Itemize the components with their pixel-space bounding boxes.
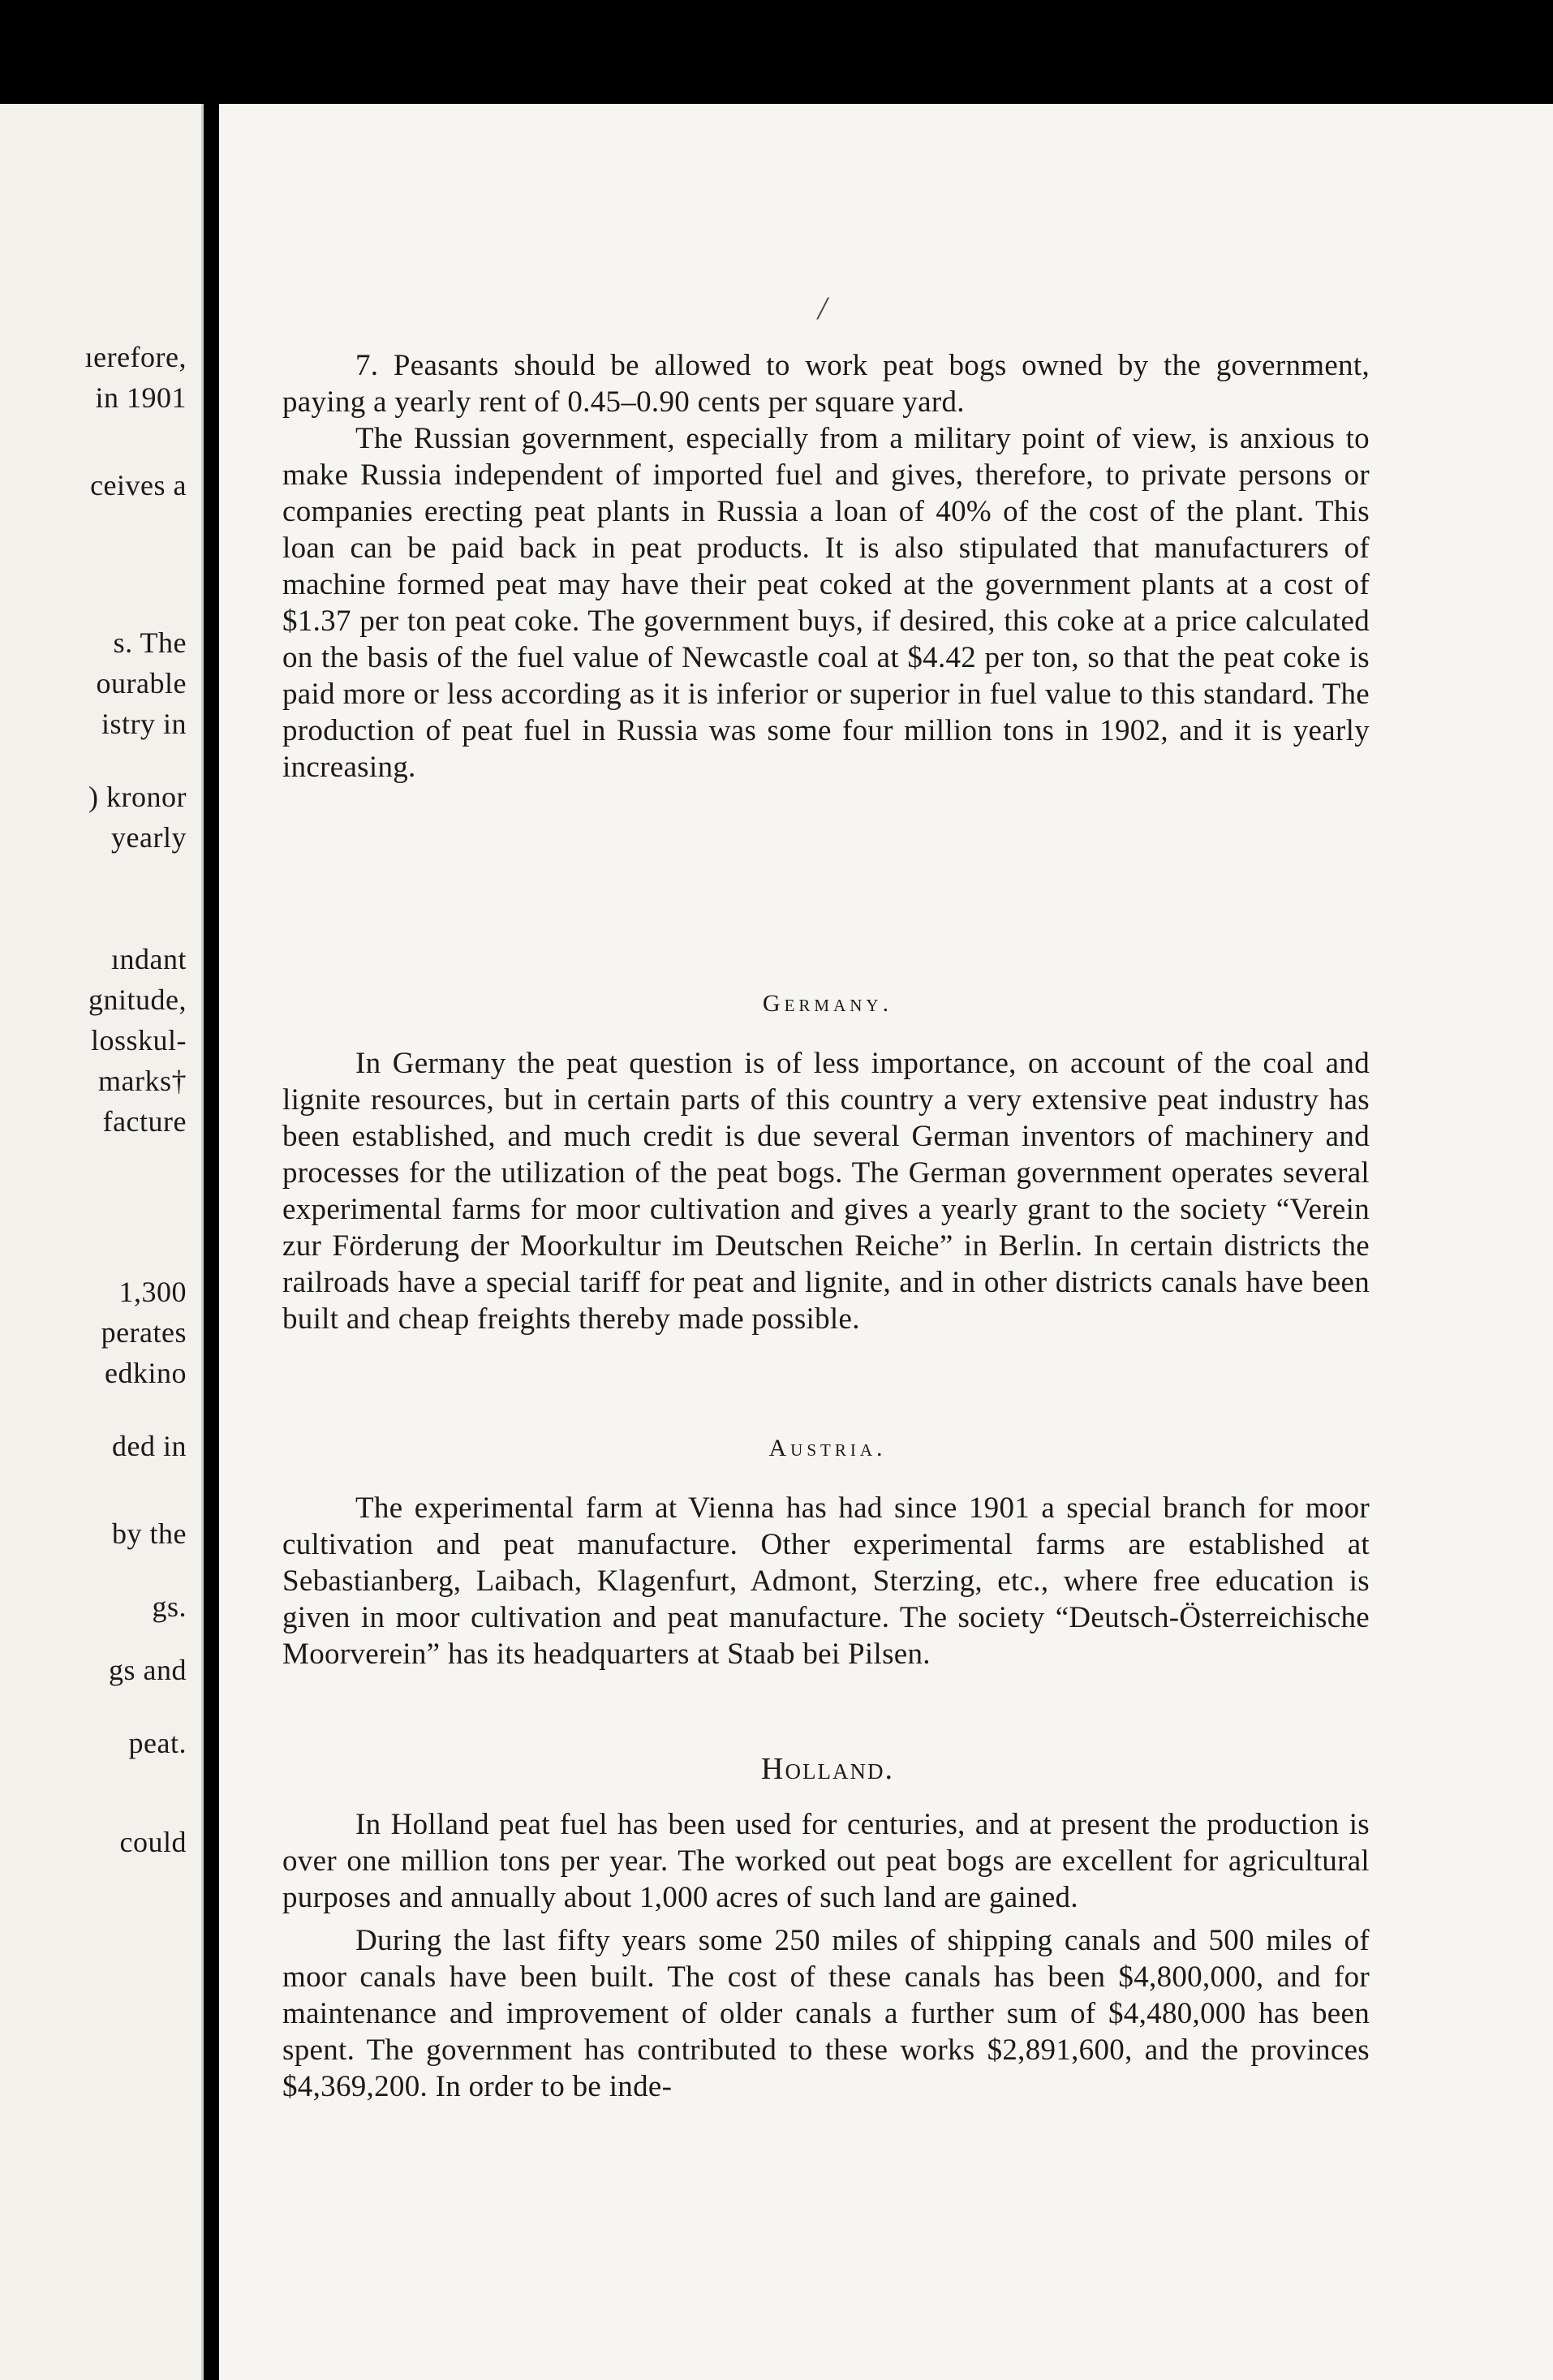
left-page-fragment bbox=[0, 104, 204, 2380]
paragraph-germany: In Germany the peat question is of less importance, on account of the coal and lignite resources, but in certain parts of this country a very extensive peat industry has been established, and much credit is due several German inventors of machinery and processes for the utilization of the peat bogs. The German government operates several experimental farms for moor cultivation and gives a yearly grant to the society “Verein zur Förderung der Moorkultur im Deutschen Reiche” in Berlin. In certain districts the railroads have a special tariff for peat and lignite, and in other districts canals have been built and cheap freights thereby made possible. bbox=[282, 1047, 1370, 1336]
page-mark: / bbox=[818, 290, 828, 326]
left-page-line: ıerefore, bbox=[84, 341, 187, 373]
germany-section bbox=[282, 1045, 1370, 1337]
heading-germany: Germany. bbox=[762, 990, 893, 1017]
paragraph-austria: The experimental farm at Vienna has had since 1901 a special branch for moor cultivation and peat manufacture. Other experimental farms are established at Sebastianberg, Laibach, Klagenfurt, Admont, Sterzing, etc., where free education is given in moor cultivation and peat manufacture. The society “Deutsch-Österreichische Moorverein” has its headquarters at Staab bei Pilsen. bbox=[282, 1491, 1370, 1671]
left-page-line: gs. bbox=[152, 1590, 187, 1623]
left-page-line: ourable bbox=[96, 667, 187, 699]
left-page-line: istry in bbox=[101, 708, 187, 740]
left-page-line: peat. bbox=[128, 1727, 187, 1759]
left-page-line: ındant bbox=[111, 943, 187, 975]
left-page-line: losskul- bbox=[90, 1024, 187, 1057]
russia-section bbox=[282, 347, 1370, 785]
left-page-line: could bbox=[119, 1826, 187, 1858]
left-page-line: edkino bbox=[105, 1357, 187, 1389]
austria-section bbox=[282, 1490, 1370, 1672]
holland-section bbox=[282, 1806, 1370, 2105]
paragraph-peasants: 7. Peasants should be allowed to work peat bogs owned by the government, paying a yearly rent of 0.45–0.90 cents per square yard. bbox=[282, 349, 1370, 419]
paragraph-holland-2: During the last fifty years some 250 miles of shipping canals and 500 miles of moor canals have been built. The cost of these canals has been $4,800,000, and for maintenance and improvement of older canals a further sum of $4,480,000 has been spent. The government has contributed to these works $2,891,600, and the provinces $4,369,200. In order to be inde- bbox=[282, 1924, 1370, 2103]
left-page-line: perates bbox=[101, 1316, 187, 1349]
left-page-line: yearly bbox=[111, 821, 187, 854]
paragraph-holland-1: In Holland peat fuel has been used for centuries, and at present the production is over one million tons per year. The worked out peat bogs are excellent for agricultural purposes and annually about 1,000 acres of such land are gained. bbox=[282, 1808, 1370, 1914]
left-page-line: gnitude, bbox=[88, 983, 187, 1016]
left-page-line: ceives a bbox=[90, 469, 187, 501]
left-page-line: marks† bbox=[98, 1065, 187, 1097]
left-page-line: ) kronor bbox=[88, 781, 187, 813]
right-page bbox=[219, 104, 1553, 2380]
left-page-line: in 1901 bbox=[95, 381, 187, 414]
left-page-line: gs and bbox=[109, 1654, 187, 1686]
heading-holland: Holland. bbox=[761, 1752, 894, 1786]
left-page-line: ded in bbox=[112, 1430, 187, 1462]
left-page-line: s. The bbox=[113, 626, 187, 659]
left-page-line: by the bbox=[112, 1517, 187, 1550]
left-page-line: facture bbox=[102, 1105, 187, 1138]
heading-austria: Austria. bbox=[768, 1435, 887, 1461]
paragraph-russian-government: The Russian government, especially from a military point of view, is anxious to make Russia independent of imported fuel and gives, therefore, to private persons or companies erecting peat plants in Russia a loan of 40% of the cost of the plant. This loan can be paid back in peat products. It is also stipulated that manufacturers of machine formed peat may have their peat coked at the government plants at a cost of $1.37 per ton peat coke. The government buys, if desired, this coke at a price calculated on the basis of the fuel value of Newcastle coal at $4.42 per ton, so that the peat coke is paid more or less according as it is inferior or superior in fuel value to this standard. The production of peat fuel in Russia was some four million tons in 1902, and it is yearly increasing. bbox=[282, 422, 1370, 784]
left-page-line: 1,300 bbox=[118, 1276, 187, 1308]
